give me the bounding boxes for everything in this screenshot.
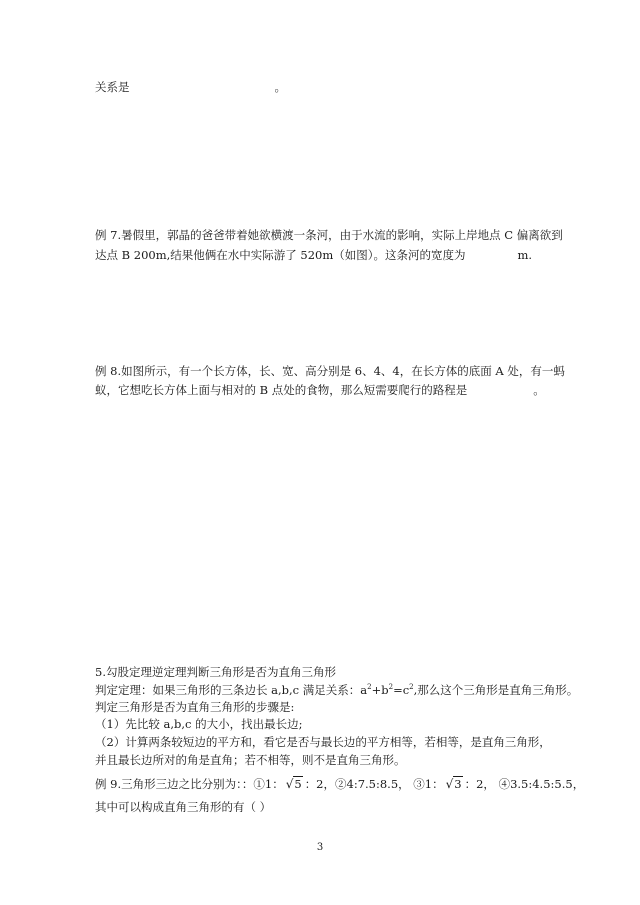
theorem-text: +b: [371, 683, 389, 697]
theorem-text: ,那么这个三角形是直角三角形。: [413, 683, 579, 697]
q8-line2: [95, 382, 545, 398]
q8-line2-text: 蚁，它想吃长方体上面与相对的 B 点处的食物，那么短需要爬行的路程是: [95, 383, 468, 397]
q7-line2: [95, 247, 532, 263]
q9-text: 例 9.三角形三边之比分别为：：①1：: [95, 777, 284, 791]
q7-line2-text: 达点 B 200m,结果他俩在水中实际游了 520m（如图）。这条河的宽度为: [95, 248, 466, 262]
sqrt-symbol: √3: [445, 777, 462, 791]
q8-line1: 例 8.如图所示，有一个长方体，长、宽、高分别是 6、4、4，在长方体的底面 A 处，有一蚂: [95, 364, 565, 378]
theorem-line: [95, 682, 578, 698]
superscript: 2: [388, 683, 394, 692]
sqrt-symbol: √5: [285, 777, 302, 791]
step-1: （1）先比较 a,b,c 的大小，找出最长边;: [95, 717, 303, 731]
q9-line2: 其中可以构成直角三角形的有（ ）: [95, 800, 272, 814]
q9-line1: [95, 776, 584, 792]
section5-heading: 5.勾股定理逆定理判断三角形是否为直角三角形: [95, 665, 336, 679]
step-2-line2: 并且最长边所对的角是直角；若不相等，则不是直角三角形。: [95, 753, 406, 767]
radicand: 5: [294, 777, 302, 791]
theorem-text: =c: [393, 683, 410, 697]
page-number: 3: [316, 842, 324, 853]
q8-suffix: 。: [533, 383, 545, 397]
theorem-text: 判定定理：如果三角形的三条边长 a,b,c 满足关系：a: [95, 683, 368, 697]
step-2-line1: （2）计算两条较短边的平方和，看它是否与最长边的平方相等，若相等，是直角三角形，: [95, 735, 551, 749]
q6-suffix: 。: [274, 80, 286, 94]
superscript: 2: [367, 683, 372, 692]
superscript: 2: [409, 683, 414, 692]
q9-text: ：2，②4:7.5:8.5， ③1：: [304, 777, 444, 791]
radicand: 3: [454, 777, 462, 791]
q6-answer-line: [95, 79, 286, 95]
q7-line1: 例 7.暑假里，郭晶的爸爸带着她欲横渡一条河，由于水流的影响，实际上岸地点 C 偏离欲到: [95, 228, 563, 242]
q7-unit: m.: [517, 248, 533, 262]
q6-prefix: 关系是: [95, 80, 130, 94]
steps-title: 判定三角形是否为直角三角形的步骤是:: [95, 700, 295, 714]
q9-text: ：2， ④3.5:4.5:5.5，: [464, 777, 585, 791]
